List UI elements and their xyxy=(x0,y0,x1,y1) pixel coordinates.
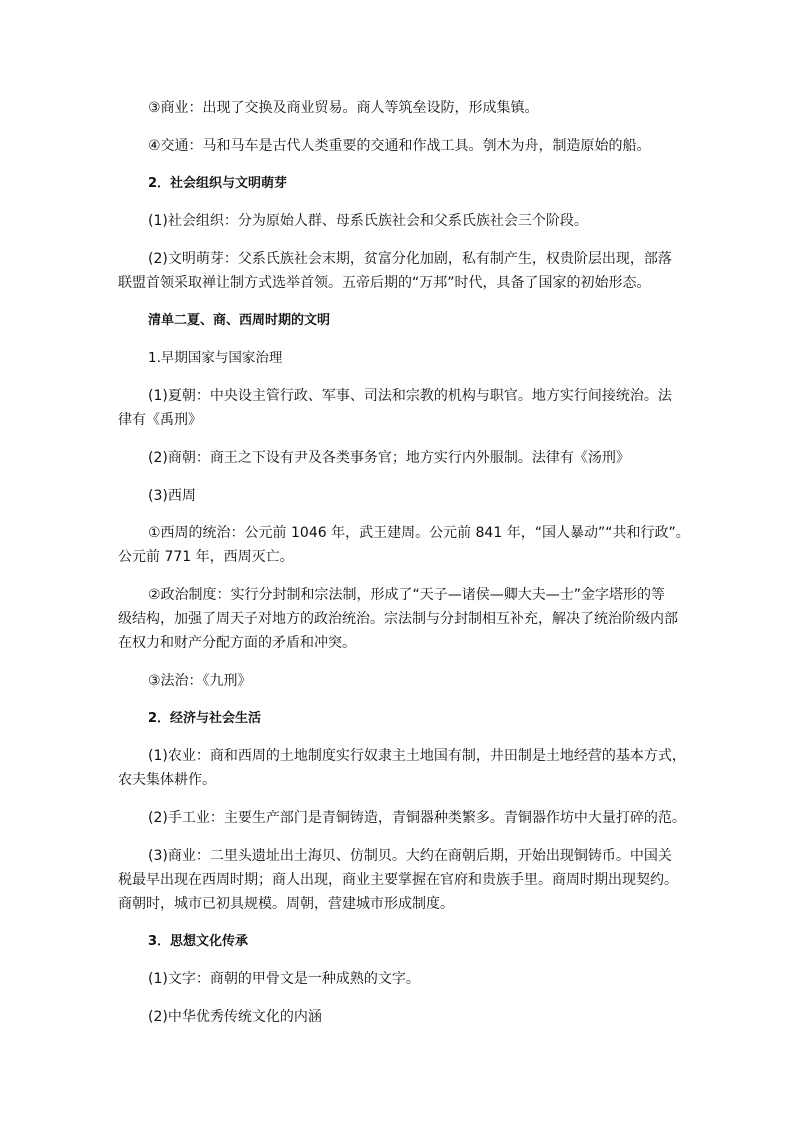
paragraph-civilization: (2)文明萌芽：父系氏族社会末期，贫富分化加剧，私有制产生，权贵阶层出现，部落 xyxy=(148,251,672,267)
section-heading-social: 2．社会组织与文明萌芽 xyxy=(148,176,288,191)
paragraph-commerce: ③商业：出现了交换及商业贸易。商人等筑垒设防，形成集镇。 xyxy=(148,100,539,116)
paragraph-social-org: (1)社会组织：分为原始人群、母系氏族社会和父系氏族社会三个阶段。 xyxy=(148,213,588,229)
paragraph-political-system-cont2: 在权力和财产分配方面的矛盾和冲突。 xyxy=(118,635,356,651)
section-heading-economy: 2．经济与社会生活 xyxy=(148,711,262,726)
paragraph-trade-cont1: 税最早出现在西周时期；商人出现，商业主要掌握在官府和贵族手里。商周时期出现契约。 xyxy=(118,872,678,888)
paragraph-tradition: (2)中华优秀传统文化的内涵 xyxy=(148,1009,322,1025)
list-heading-2: 清单二夏、商、西周时期的文明 xyxy=(148,313,331,328)
paragraph-shang: (2)商朝：商王之下设有尹及各类事务官；地方实行内外服制。法律有《汤刑》 xyxy=(148,450,630,466)
section-heading-culture: 3．思想文化传承 xyxy=(148,934,249,949)
paragraph-xia: (1)夏朝：中央设主管行政、军事、司法和宗教的机构与职官。地方实行间接统治。法 xyxy=(148,388,672,404)
paragraph-handicraft: (2)手工业：主要生产部门是青铜铸造，青铜器种类繁多。青铜器作坊中大量打碎的范。 xyxy=(148,810,686,826)
paragraph-xia-cont: 律有《禹刑》 xyxy=(118,412,202,428)
paragraph-civilization-cont: 联盟首领采取禅让制方式选举首领。五帝后期的“万邦”时代，具备了国家的初始形态。 xyxy=(118,275,651,291)
paragraph-trade-cont2: 商朝时，城市已初具规模。周朝，营建城市形成制度。 xyxy=(118,896,454,912)
paragraph-zhou-rule: ①西周的统治：公元前 1046 年，武王建周。公元前 841 年，“国人暴动”“共和行政”。 xyxy=(148,525,690,541)
section-heading-early-state: 1.早期国家与国家治理 xyxy=(148,350,283,366)
paragraph-trade: (3)商业：二里头遗址出土海贝、仿制贝。大约在商朝后期，开始出现铜铸币。中国关 xyxy=(148,848,672,864)
paragraph-agriculture: (1)农业：商和西周的土地制度实行奴隶主土地国有制，井田制是土地经营的基本方式， xyxy=(148,748,686,764)
paragraph-transport: ④交通：马和马车是古代人类重要的交通和作战工具。刳木为舟，制造原始的船。 xyxy=(148,138,651,154)
paragraph-western-zhou: (3)西周 xyxy=(148,488,196,504)
paragraph-political-system-cont1: 级结构，加强了周天子对地方的政治统治。宗法制与分封制相互补充，解决了统治阶级内部 xyxy=(118,611,678,627)
paragraph-writing: (1)文字：商朝的甲骨文是一种成熟的文字。 xyxy=(148,971,420,987)
paragraph-law: ③法治：《九刑》 xyxy=(148,673,252,689)
paragraph-zhou-rule-cont: 公元前 771 年，西周灭亡。 xyxy=(118,549,294,565)
paragraph-agriculture-cont: 农夫集体耕作。 xyxy=(118,772,216,788)
paragraph-political-system: ②政治制度：实行分封制和宗法制，形成了“天子—诸侯—卿大夫—士”金字塔形的等 xyxy=(148,587,666,603)
